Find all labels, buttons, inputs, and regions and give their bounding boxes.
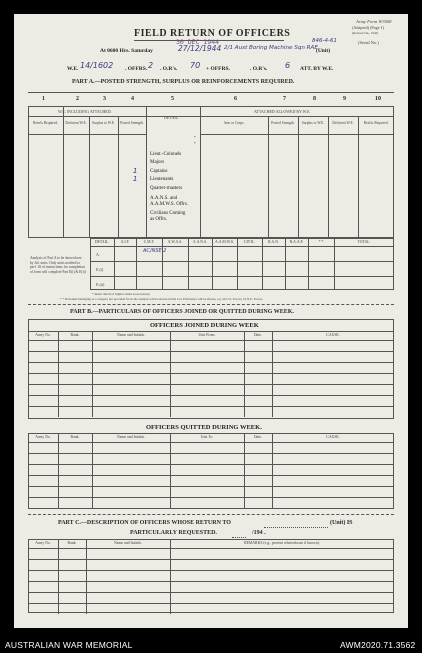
reference-handwritten: 846-4-61 xyxy=(312,38,337,44)
analysis-column-heading: R.A.A.F. xyxy=(289,240,304,244)
table-row xyxy=(28,570,394,571)
left-column-heading: Posted Strength. xyxy=(120,121,144,125)
part-a-top-rule xyxy=(28,92,394,93)
table-head-rule xyxy=(28,442,394,443)
right-column-heading: Rein'ts Required. xyxy=(363,121,389,125)
received-stamp: 30 DEC 1944 xyxy=(176,38,220,46)
table-row xyxy=(28,406,394,407)
unit-handwritten: 2/1 Aust Boring Machine Sqn RAE xyxy=(224,45,318,51)
rank-handwritten-count: 1 xyxy=(133,175,138,183)
rank-label: as Offrs. xyxy=(150,217,168,222)
group-left-heading: W.E. INCLUDING ATTACHED. xyxy=(58,109,112,114)
right-column-heading: Surplus to W.E. xyxy=(301,121,325,125)
table-row xyxy=(28,603,394,604)
part-c-unit-label: (Unit) IS xyxy=(330,520,353,526)
part-c-table xyxy=(28,539,394,613)
unit-label: (Unit) xyxy=(316,48,331,54)
table-col-divider xyxy=(272,331,273,417)
table-row xyxy=(28,475,394,476)
table-head-rule xyxy=(28,548,394,549)
table-row xyxy=(28,559,394,560)
table-column-heading: Name and Initials. xyxy=(117,435,145,439)
table-row xyxy=(28,362,394,363)
part-b-top-rule xyxy=(28,304,394,305)
part-c-fill-line xyxy=(264,527,328,528)
table-col-divider xyxy=(58,331,59,417)
analysis-note: Analysis of Part A to be shown here by Jnl. units. Only units notified to perf. 16 of instructions for completion of form will complete Part E(i) & E(ii) xyxy=(30,256,86,274)
footnote-2: * * Personnel belonging to a category not provided for in the analysis will be shown in this Col. Particulars will be shown, e.g. 26 U.S. Forces; 16 N.E. Forces. xyxy=(60,297,263,301)
group-right-heading: ATTACHED ALLOWED BY W.E. xyxy=(254,109,311,114)
table-column-heading: Rank. xyxy=(70,435,80,439)
ors-label: . O.R's. xyxy=(160,66,178,72)
column-number: 1 xyxy=(42,96,45,102)
offrs-label: . OFFRS. xyxy=(125,66,148,72)
analysis-column-heading: A.A.N.S. xyxy=(192,240,208,244)
table-column-heading: Date. xyxy=(253,333,263,337)
rank-label: Quarter-masters xyxy=(150,186,183,191)
joined-title-rule xyxy=(28,331,394,332)
analysis-column-heading: CIVIL. xyxy=(243,240,256,244)
analysis-row-label: E.(ii) xyxy=(96,282,105,287)
table-column-heading: Name and Initials. xyxy=(114,541,142,545)
part-c-line2: PARTICULARLY REQUESTED. xyxy=(130,530,217,536)
head-rule xyxy=(200,134,394,135)
table-row xyxy=(28,373,394,374)
left-column-heading: Rein'ts Required. xyxy=(33,121,58,125)
column-number: 6 xyxy=(234,96,237,102)
analysis-column-heading: A.W.A.S. xyxy=(167,240,183,244)
footer-right: AWM2020.71.3562 xyxy=(340,640,416,650)
analysis-column-heading: C.M.F. xyxy=(143,240,155,244)
column-number: 2 xyxy=(76,96,79,102)
quitted-title: OFFICERS QUITTED DURING WEEK. xyxy=(146,424,262,431)
table-head-rule xyxy=(28,340,394,341)
analysis-row-label: A. xyxy=(96,252,100,257)
plus-ors-label: . O.R's. xyxy=(250,66,268,72)
footnote-1: * Insert detail of higher ranks as necessary. xyxy=(92,292,151,296)
serial-label: (Serial No.) xyxy=(358,40,379,45)
analysis-row-rule xyxy=(90,261,394,262)
table-column-heading: Name and Initials. xyxy=(117,333,145,337)
form-id-line-2: (Adapted) (Page 1) xyxy=(352,25,385,30)
column-number: 8 xyxy=(313,96,316,102)
head-rule xyxy=(28,134,146,135)
analysis-column-heading: * * xyxy=(318,240,324,244)
right-column-heading: Posted Strength. xyxy=(271,121,295,125)
part-c-date-line xyxy=(232,537,246,538)
table-column-heading: REMARKS (e.g., present whereabouts if known). xyxy=(244,541,320,545)
form-id-line-1: Army Form W3008 xyxy=(356,19,392,24)
table-row xyxy=(28,464,394,465)
table-row xyxy=(28,486,394,487)
analysis-column-heading: A.I.F. xyxy=(120,240,130,244)
ors-handwritten: 70 xyxy=(190,61,201,70)
left-column-heading: Surplus to W.E. xyxy=(92,121,115,125)
plus-offrs-label: + OFFRS. xyxy=(206,66,230,72)
detail-heading: DETAIL. xyxy=(164,115,180,120)
part-c-title: PART C.—DESCRIPTION OF OFFICERS WHOSE RETURN TO xyxy=(58,520,231,526)
form-title: FIELD RETURN OF OFFICERS xyxy=(134,28,291,39)
column-number: 3 xyxy=(103,96,106,102)
we-label: W.E. xyxy=(67,66,79,72)
table-column-heading: Unit To. xyxy=(200,435,214,439)
table-row xyxy=(28,592,394,593)
table-column-heading: Rank. xyxy=(67,541,77,545)
table-row xyxy=(28,351,394,352)
rank-label: Captains xyxy=(150,169,168,174)
rank-label: Lieutenants xyxy=(150,177,174,182)
column-number: 7 xyxy=(283,96,286,102)
analysis-handwritten: AC/NSE 2 xyxy=(143,248,167,254)
table-row xyxy=(28,453,394,454)
part-a-title: PART A.—POSTED STRENGTH, SURPLUS OR REINFORCEMENTS REQUIRED. xyxy=(72,79,295,85)
table-col-divider xyxy=(170,331,171,417)
col-divider xyxy=(146,106,147,238)
right-column-heading: Deficient W.E. xyxy=(332,121,354,125)
table-column-heading: Army No. xyxy=(35,333,51,337)
col-divider xyxy=(200,106,201,238)
analysis-column-heading: DETAIL. xyxy=(94,240,110,244)
table-row xyxy=(28,395,394,396)
table-row xyxy=(28,384,394,385)
joined-title: OFFICERS JOINED DURING WEEK xyxy=(150,322,259,329)
date-handwritten: 27/12/1944 xyxy=(178,44,222,53)
part-b-title: PART B.—PARTICULARS OF OFFICERS JOINED OR QUITTED DURING WEEK. xyxy=(70,309,294,315)
rank-bullet: * xyxy=(194,142,196,146)
rank-label: A.A.N.S. and xyxy=(150,196,178,201)
column-number: 4 xyxy=(131,96,134,102)
footer-left: AUSTRALIAN WAR MEMORIAL xyxy=(5,640,133,650)
table-row xyxy=(28,497,394,498)
column-number: 9 xyxy=(343,96,346,102)
analysis-column-heading: A.A.M.W.S. xyxy=(215,240,234,244)
form-id-line-3: (Revised Jan., 1942) xyxy=(352,31,379,35)
column-number: 10 xyxy=(375,96,381,102)
analysis-column-heading: TOTAL. xyxy=(357,240,371,244)
analysis-row-label: E.(i) xyxy=(96,267,104,272)
table-column-heading: Date. xyxy=(253,435,263,439)
table-column-heading: Unit From. xyxy=(198,333,216,337)
offrs-handwritten: 2 xyxy=(148,61,154,70)
table-col-divider xyxy=(92,331,93,417)
table-col-divider xyxy=(244,331,245,417)
left-column-heading: Deficient W.E. xyxy=(65,121,87,125)
table-row xyxy=(28,581,394,582)
part-a-group-rule xyxy=(28,116,394,117)
rank-bullet: * xyxy=(194,136,196,140)
table-column-heading: Army No. xyxy=(35,541,51,545)
analysis-row-rule xyxy=(90,276,394,277)
analysis-row-rule xyxy=(90,246,394,247)
time-line: At 0600 Hrs. Saturday xyxy=(100,48,153,54)
table-column-heading: CAUSE. xyxy=(326,435,340,439)
col-divider xyxy=(63,106,64,238)
part-c-top-rule xyxy=(28,514,394,515)
part-a-table xyxy=(28,106,394,238)
we-handwritten: 14/1602 xyxy=(80,61,114,70)
rank-label: Civilians Coming xyxy=(150,211,186,216)
table-column-heading: CAUSE. xyxy=(326,333,340,337)
plus-ors-handwritten: 6 xyxy=(285,61,291,70)
part-c-date-stub: /194 . xyxy=(252,530,266,536)
rank-label: Majors xyxy=(150,160,165,165)
right-column-heading: Arm or Corps. xyxy=(223,121,245,125)
analysis-column-heading: R.A.N. xyxy=(268,240,279,244)
rank-handwritten-count: 1 xyxy=(133,167,138,175)
att-label: ATT. BY W.E. xyxy=(300,66,334,72)
table-column-heading: Rank. xyxy=(70,333,80,337)
rank-label: Lieut.-Colonels xyxy=(150,152,182,157)
rank-label: A.A.M.W.S. Offrs. xyxy=(150,202,188,207)
table-column-heading: Army No. xyxy=(35,435,51,439)
column-number: 5 xyxy=(171,96,174,102)
